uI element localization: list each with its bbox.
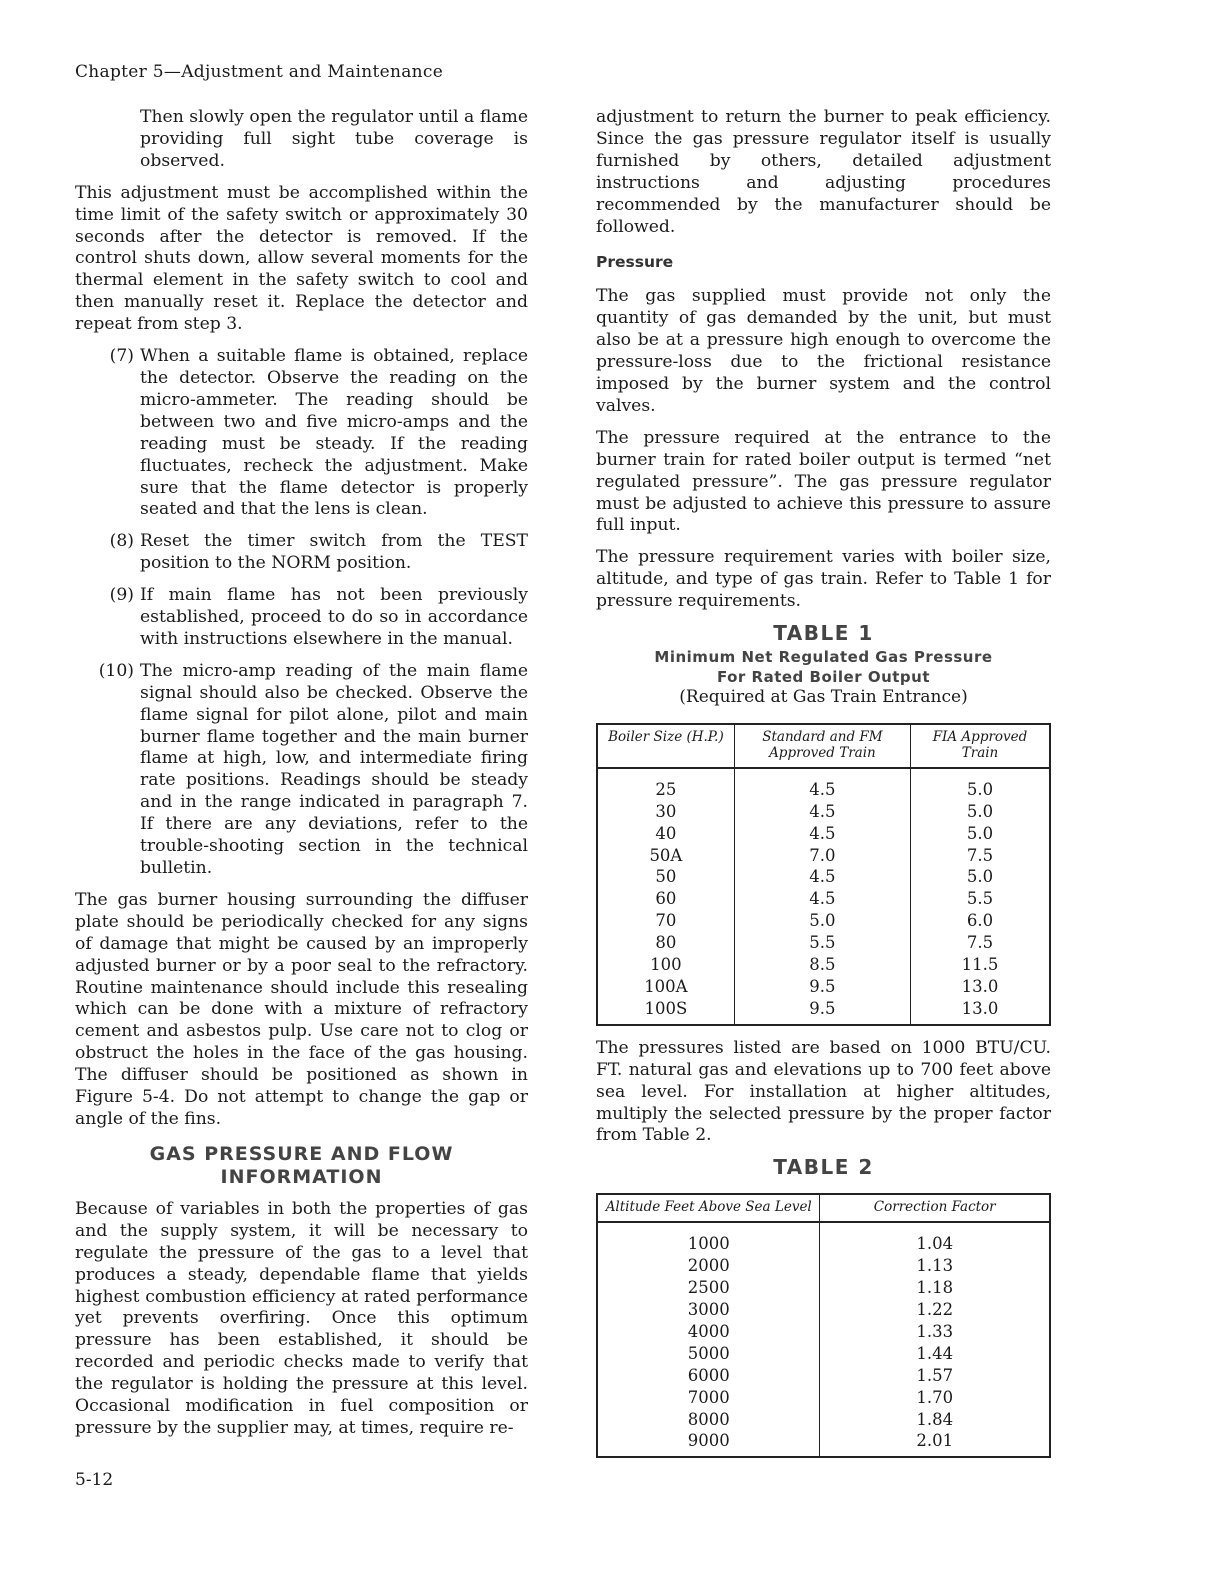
table-1-note: (Required at Gas Train Entrance) xyxy=(679,686,968,707)
table-2-header-altitude: Altitude Feet Above Sea Level xyxy=(597,1194,820,1222)
table-row xyxy=(597,976,1050,998)
supply-paragraph: The gas supplied must provide not only the quantity of gas demanded by the unit, but must also be at a pressure high enough to overcome the pressure-loss due to the frictional resistance imposed by the burner system and the control valves. xyxy=(596,286,1051,416)
table-2-title: TABLE 2 xyxy=(773,1155,874,1180)
table-cell: 7.5 xyxy=(966,845,994,865)
table-row xyxy=(597,1277,1050,1299)
table-row xyxy=(597,1365,1050,1387)
table-row xyxy=(597,866,1050,888)
table-cell: 5.0 xyxy=(966,823,994,843)
table-row xyxy=(597,1255,1050,1277)
table-row xyxy=(597,823,1050,845)
intro-continued: Then slowly open the regulator until a flame providing full sight tube coverage is observed. xyxy=(140,107,528,171)
table-row xyxy=(597,1430,1050,1457)
table-cell: 1.84 xyxy=(916,1409,954,1429)
table-row xyxy=(597,910,1050,932)
step-10 xyxy=(75,661,528,880)
step-text: When a suitable flame is obtained, replace the detector. Observe the reading on the micro-ammeter. The reading should be between two and five micro-amps and the reading must be steady. If the reading fluctuates, recheck the adjustment. Make sure that the flame detector is properly seated and that the lens is clean. xyxy=(140,346,528,520)
right-column xyxy=(596,107,1051,1458)
table-cell: 1.22 xyxy=(916,1299,954,1319)
table-cell: 60 xyxy=(597,888,734,910)
table-cell: 13.0 xyxy=(961,977,999,996)
table-cell: 40 xyxy=(597,823,734,845)
table-1-subtitle-line-1: Minimum Net Regulated Gas Pressure xyxy=(654,647,993,666)
table-row xyxy=(597,888,1050,910)
table-cell: 6000 xyxy=(597,1365,820,1387)
table-row xyxy=(597,1343,1050,1365)
step-number: (7) xyxy=(109,346,134,367)
table-cell: 5.0 xyxy=(966,801,994,821)
table-cell: 7.0 xyxy=(734,845,910,867)
table-cell: 100 xyxy=(597,954,734,976)
table-cell: 5.5 xyxy=(966,889,994,909)
table-1-subtitle-line-2: For Rated Boiler Output xyxy=(716,667,931,686)
table-cell: 30 xyxy=(597,801,734,823)
table-cell: 1.33 xyxy=(916,1321,954,1341)
running-head: Chapter 5—Adjustment and Maintenance xyxy=(75,62,444,82)
table-cell: 4000 xyxy=(597,1321,820,1343)
left-column xyxy=(75,107,528,1450)
table-cell: 2000 xyxy=(597,1255,820,1277)
table-cell: 1.57 xyxy=(916,1365,954,1385)
table-row xyxy=(597,1222,1050,1255)
table-1-header-fia: FIA Approved Train xyxy=(911,724,1051,768)
table-2-body xyxy=(597,1222,1050,1457)
table-cell: 4.5 xyxy=(734,823,910,845)
table-cell: 25 xyxy=(597,768,734,801)
table-cell: 4.5 xyxy=(734,768,910,801)
adjustment-paragraph: This adjustment must be accomplished within the time limit of the safety switch or approximately 30 seconds after the detector is removed. If the control shuts down, allow several moments for the thermal element in the safety switch to cool and then manually reset it. Replace the detector and repeat from step 3. xyxy=(75,182,528,335)
table-cell: 8000 xyxy=(597,1409,820,1431)
table-cell: 100A xyxy=(597,976,734,998)
table-cell: 5.0 xyxy=(966,779,994,799)
table-cell: 70 xyxy=(597,910,734,932)
table-cell: 1.70 xyxy=(916,1387,954,1407)
table-1 xyxy=(596,723,1051,1026)
table-cell: 8.5 xyxy=(734,954,910,976)
table-cell: 5.0 xyxy=(966,867,994,887)
table-cell: 5.5 xyxy=(734,932,910,954)
table-cell: 100S xyxy=(597,998,734,1025)
required-paragraph: The pressure required at the entrance to the burner train for rated boiler output is termed “net regulated pressure”. The gas pressure regulator must be adjusted to achieve this pressure to assure full input. xyxy=(596,427,1051,536)
table-cell: 9000 xyxy=(597,1430,820,1457)
housing-paragraph: The gas burner housing surrounding the diffuser plate should be periodically checked for any signs of damage that might be caused by an improperly adjusted burner or by a poor seal to the refractory. Routine maintenance should include this resealing which can be done with a mixture of refractory cement and asbestos pulp. Use care not to clog or obstruct the holes in the face of the gas housing. The diffuser should be positioned as shown in Figure 5-4. Do not attempt to change the gap or angle of the fins. xyxy=(75,889,528,1129)
continued-paragraph: adjustment to return the burner to peak efficiency. Since the gas pressure regulator itself is usually furnished by others, detailed adjustment instructions and adjusting procedures recommended by the manufacturer should be followed. xyxy=(596,107,1051,237)
table-row xyxy=(597,1409,1050,1431)
table-cell: 50A xyxy=(597,845,734,867)
step-8 xyxy=(75,531,528,575)
pressure-subheading: Pressure xyxy=(596,253,674,272)
table-1-title: TABLE 1 xyxy=(773,621,874,646)
table-row xyxy=(597,954,1050,976)
table-row xyxy=(597,768,1050,801)
table-cell: 2.01 xyxy=(916,1431,954,1451)
table-cell: 4.5 xyxy=(734,866,910,888)
table-1-body xyxy=(597,768,1050,1025)
table-2 xyxy=(596,1193,1051,1458)
step-number: (8) xyxy=(109,531,134,552)
table-row xyxy=(597,1387,1050,1409)
table-cell: 9.5 xyxy=(734,976,910,998)
variables-paragraph: Because of variables in both the properties of gas and the supply system, it will be necessary to regulate the pressure of the gas to a level that produces a steady, dependable flame that yields highest combustion efficiency at rated performance yet prevents overfiring. Once this optimum pressure has been established, it should be recorded and periodic checks made to verify that the regulator is holding the pressure at this level. Occasional modification in fuel composition or pressure by the supplier may, at times, require re- xyxy=(75,1198,528,1438)
table-cell: 1.13 xyxy=(916,1256,954,1276)
table-2-header-correction: Correction Factor xyxy=(820,1194,1050,1222)
table-cell: 7000 xyxy=(597,1387,820,1409)
table-row xyxy=(597,1299,1050,1321)
table-cell: 1000 xyxy=(597,1222,820,1255)
table-cell: 6.0 xyxy=(966,911,994,931)
table-cell: 13.0 xyxy=(961,998,999,1018)
table-cell: 1.18 xyxy=(916,1278,954,1298)
table-row xyxy=(597,845,1050,867)
step-number: (9) xyxy=(109,585,134,606)
table-row xyxy=(597,932,1050,954)
table-cell: 2500 xyxy=(597,1277,820,1299)
table-cell: 7.5 xyxy=(966,933,994,953)
step-text: If main flame has not been previously established, proceed to do so in accordance with instructions elsewhere in the manual. xyxy=(140,585,528,649)
table-cell: 1.04 xyxy=(916,1234,954,1254)
step-9 xyxy=(75,585,528,651)
table-cell: 4.5 xyxy=(734,801,910,823)
step-text: The micro-amp reading of the main flame signal should also be checked. Observe the flame signal for pilot alone, pilot and main burner flame together and the main burner flame at high, low, and intermediate firing rate positions. Readings should be steady and in the range indicated in paragraph 7. If there are any deviations, refer to the trouble-shooting section in the technical bulletin. xyxy=(140,660,528,878)
table-row xyxy=(597,801,1050,823)
varies-paragraph: The pressure requirement varies with boiler size, altitude, and type of gas train. Refer to Table 1 for pressure requirements. xyxy=(596,547,1051,612)
page-number: 5-12 xyxy=(75,1470,114,1490)
table-cell: 50 xyxy=(597,866,734,888)
table-1-header-boiler-size: Boiler Size (H.P.) xyxy=(597,724,734,768)
table-row xyxy=(597,998,1050,1025)
section-heading xyxy=(75,1143,528,1189)
section-heading-line-2: INFORMATION xyxy=(220,1165,383,1188)
table-cell: 80 xyxy=(597,932,734,954)
table-row xyxy=(597,1321,1050,1343)
step-7 xyxy=(75,346,528,521)
table-cell: 5000 xyxy=(597,1343,820,1365)
table-1-header-standard-fm: Standard and FM Approved Train xyxy=(734,724,910,768)
table-cell: 4.5 xyxy=(734,888,910,910)
table-cell: 5.0 xyxy=(734,910,910,932)
table-cell: 11.5 xyxy=(961,955,999,975)
step-text: Reset the timer switch from the TEST position to the NORM position. xyxy=(140,531,528,574)
listed-paragraph: The pressures listed are based on 1000 BTU/CU. FT. natural gas and elevations up to 700 feet above sea level. For installation at higher altitudes, multiply the selected pressure by the proper factor from Table 2. xyxy=(596,1037,1051,1146)
section-heading-line-1: GAS PRESSURE AND FLOW xyxy=(149,1142,454,1165)
table-cell: 9.5 xyxy=(734,998,910,1025)
table-cell: 3000 xyxy=(597,1299,820,1321)
table-cell: 1.44 xyxy=(916,1343,954,1363)
step-number: (10) xyxy=(98,660,134,681)
